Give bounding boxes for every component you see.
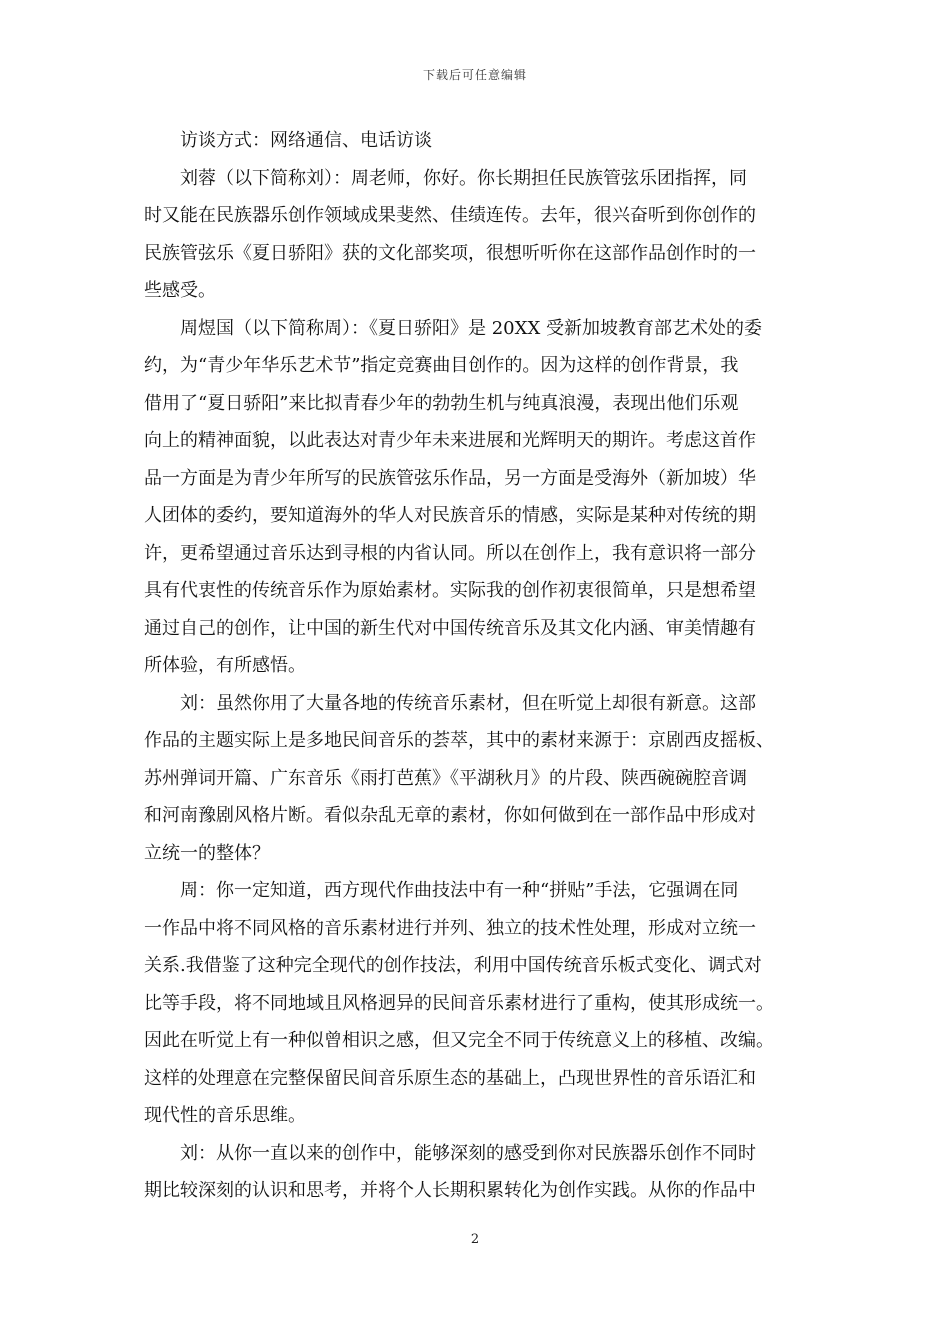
line: 作品的主题实际上是多地民间音乐的荟萃，其中的素材来源于：京剧西皮摇板、 [144, 730, 774, 751]
paragraph [144, 310, 810, 685]
line: 时又能在民族器乐创作领域成果斐然、佳绩连传。去年，很兴奋听到你创作的 [144, 205, 756, 226]
paragraph [144, 1135, 810, 1210]
line: 些感受。 [144, 280, 216, 301]
line: 和河南豫剧风格片断。看似杂乱无章的素材，你如何做到在一部作品中形成对 [144, 805, 756, 826]
line: 刘：从你一直以来的创作中，能够深刻的感受到你对民族器乐创作不同时 [180, 1142, 756, 1164]
document-body [144, 122, 810, 1210]
line: 所体验，有所感悟。 [144, 655, 306, 676]
line: 现代性的音乐思维。 [144, 1105, 306, 1126]
line: 立统一的整体？ [144, 842, 270, 864]
line: 周煜国（以下简称周）：《夏日骄阳》是 20XX 受新加坡教育部艺术处的委 [180, 317, 762, 339]
paragraph [144, 685, 810, 873]
line: 民族管弦乐《夏日骄阳》获的文化部奖项，很想听听你在这部作品创作时的一 [144, 242, 756, 264]
line: 一作品中将不同风格的音乐素材进行并列、独立的技术性处理，形成对立统一 [144, 917, 756, 939]
paragraph [144, 872, 810, 1135]
line: 约，为“青少年华乐艺术节”指定竞赛曲目创作的。因为这样的创作背景，我 [144, 355, 739, 376]
line: 刘：虽然你用了大量各地的传统音乐素材，但在听觉上却很有新意。这部 [180, 692, 756, 714]
page-number: 2 [470, 1232, 480, 1247]
paragraph [144, 122, 810, 160]
line: 访谈方式：网络通信、电话访谈 [180, 130, 432, 151]
line: 人团体的委约，要知道海外的华人对民族音乐的情感，实际是某种对传统的期 [144, 505, 756, 526]
line: 借用了“夏日骄阳”来比拟青春少年的勃勃生机与纯真浪漫，表现出他们乐观 [144, 392, 739, 414]
line: 因此在听觉上有一种似曾相识之感，但又完全不同于传统意义上的移植、改编。 [144, 1030, 774, 1051]
line: 品一方面是为青少年所写的民族管弦乐作品，另一方面是受海外（新加坡）华 [144, 467, 756, 489]
line: 通过自己的创作，让中国的新生代对中国传统音乐及其文化内涵、审美情趣有 [144, 617, 756, 639]
line: 向上的精神面貌，以此表达对青少年未来进展和光辉明天的期许。考虑这首作 [144, 430, 756, 451]
line: 许，更希望通过音乐达到寻根的内省认同。所以在创作上，我有意识将一部分 [144, 542, 756, 564]
paragraph [144, 160, 810, 310]
line: 比等手段，将不同地域且风格迥异的民间音乐素材进行了重构，使其形成统一。 [144, 992, 774, 1014]
line: 期比较深刻的认识和思考，并将个人长期积累转化为创作实践。从你的作品中 [144, 1180, 756, 1201]
line: 关系.我借鉴了这种完全现代的创作技法，利用中国传统音乐板式变化、调式对 [144, 955, 762, 976]
line: 苏州弹词开篇、广东音乐《雨打芭蕉》《平湖秋月》的片段、陕西碗碗腔音调 [144, 767, 747, 789]
page-header: 下载后可任意编辑 [422, 68, 527, 82]
line: 刘蓉（以下简称刘）：周老师，你好。你长期担任民族管弦乐团指挥，同 [180, 167, 747, 189]
line: 周：你一定知道，西方现代作曲技法中有一种“拼贴”手法，它强调在同 [180, 880, 739, 901]
line: 具有代衷性的传统音乐作为原始素材。实际我的创作初衷很简单，只是想希望 [144, 580, 756, 601]
line: 这样的处理意在完整保留民间音乐原生态的基础上，凸现世界性的音乐语汇和 [144, 1067, 756, 1089]
